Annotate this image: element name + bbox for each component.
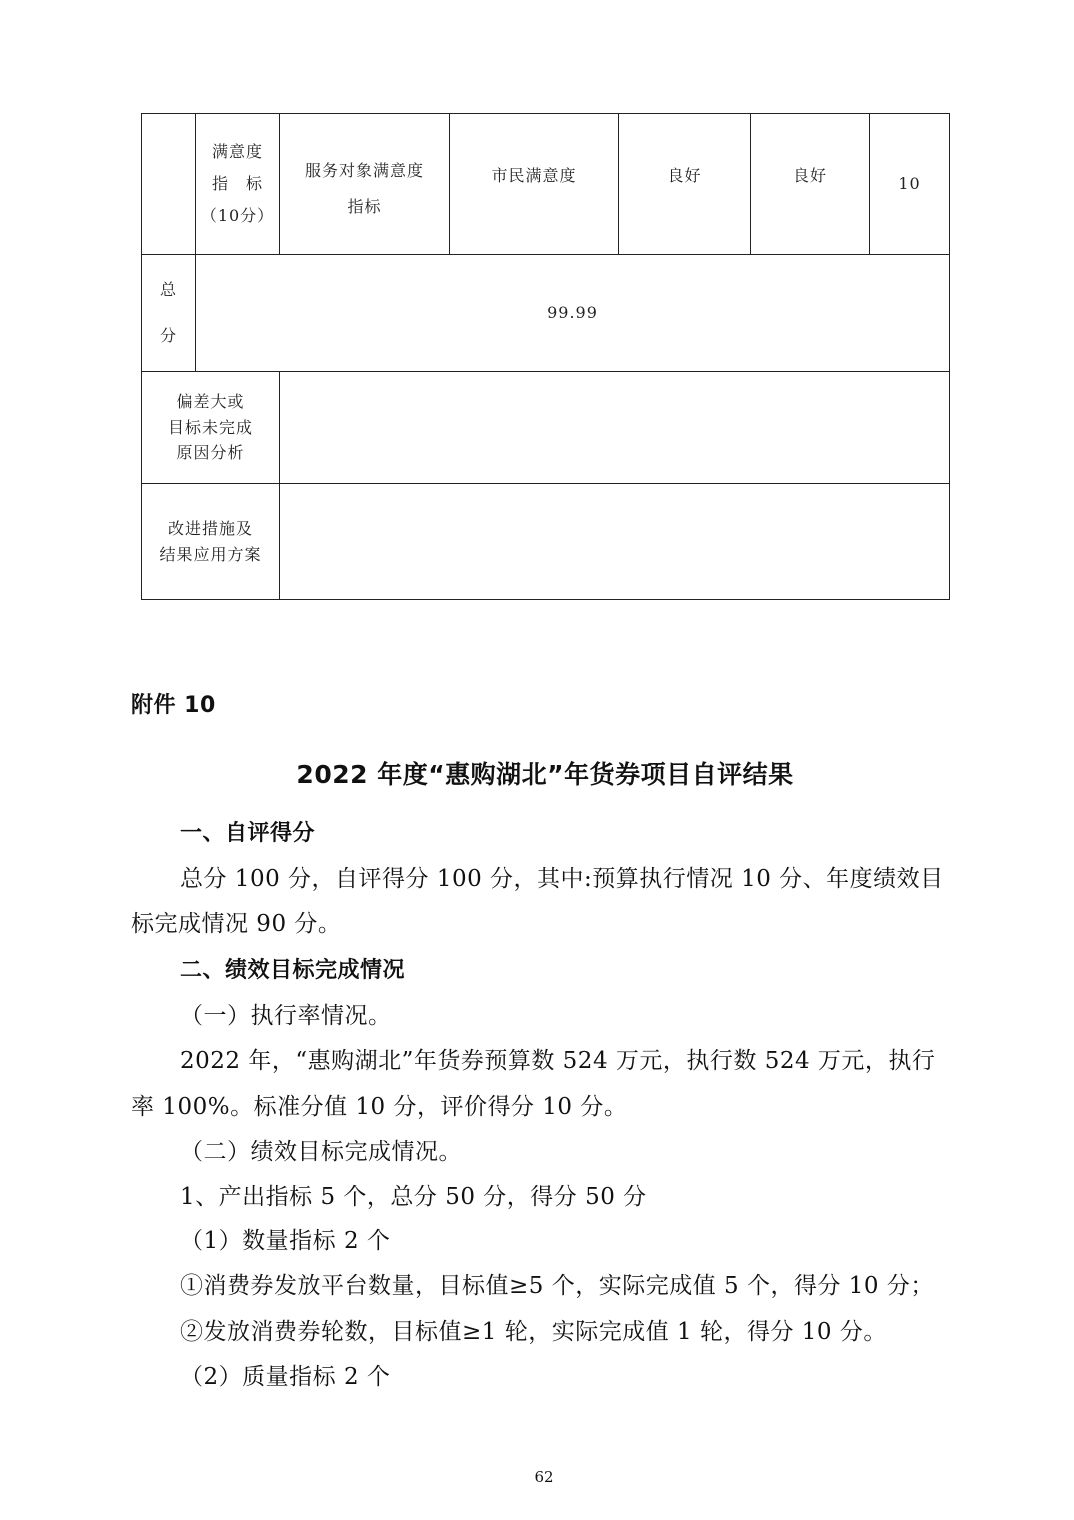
document-title: 2022 年度“惠购湖北”年货券项目自评结果 [296, 760, 794, 789]
sub-indicator-cell [280, 114, 450, 255]
deviation-label-line: 偏差大或 [176, 392, 245, 412]
target-cell [619, 114, 751, 255]
paragraph-line: 2022 年，“惠购湖北”年货券预算数 524 万元，执行数 524 万元，执行 [180, 1048, 936, 1074]
improvement-label-line: 改进措施及 [167, 518, 253, 538]
attachment-label: 附件 10 [131, 693, 216, 718]
indicator-line: （10分） [200, 206, 275, 225]
subsection-heading: （一）执行率情况。 [180, 1003, 392, 1029]
improvement-value-cell [280, 484, 950, 600]
total-label-line: 总 [159, 279, 177, 299]
evaluation-table [141, 113, 950, 600]
improvement-label-line: 结果应用方案 [159, 544, 262, 564]
indicator-line: 满意度 [211, 142, 263, 161]
total-label-line: 分 [159, 326, 177, 345]
score-text: 10 [898, 174, 921, 194]
paragraph-line: 率 100%。标准分值 10 分，评价得分 10 分。 [131, 1094, 628, 1120]
total-row [142, 255, 950, 372]
total-value: 99.99 [547, 303, 598, 323]
total-label-cell [142, 255, 196, 372]
deviation-label-cell [142, 372, 280, 484]
section-heading: 二、绩效目标完成情况 [180, 958, 406, 983]
deviation-row [142, 372, 950, 484]
page-number: 62 [534, 1468, 554, 1486]
list-heading: （2）质量指标 2 个 [180, 1364, 391, 1390]
list-item: ①消费券发放平台数量，目标值≥5 个，实际完成值 5 个，得分 10 分； [180, 1273, 934, 1299]
deviation-value-cell [280, 372, 950, 484]
empty-category-cell [142, 114, 196, 255]
deviation-label-line: 原因分析 [176, 443, 245, 463]
satisfaction-row [142, 114, 950, 255]
section-heading: 一、自评得分 [180, 821, 316, 846]
paragraph-line: 标完成情况 90 分。 [131, 911, 342, 937]
list-heading: （1）数量指标 2 个 [180, 1228, 391, 1254]
paragraph-line: 总分 100 分，自评得分 100 分，其中:预算执行情况 10 分、年度绩效目 [180, 866, 944, 892]
indicator-cell [196, 114, 280, 255]
improvement-row [142, 484, 950, 600]
subsection-heading: （二）绩效目标完成情况。 [180, 1139, 462, 1165]
score-cell [870, 114, 950, 255]
sub-indicator-line: 服务对象满意度 [304, 161, 424, 180]
improvement-label-cell [142, 484, 280, 600]
total-value-cell [196, 255, 950, 372]
target-text: 良好 [667, 166, 702, 186]
actual-cell [751, 114, 870, 255]
content-text: 市民满意度 [491, 166, 577, 186]
deviation-label-line: 目标未完成 [167, 417, 253, 437]
actual-text: 良好 [792, 166, 827, 186]
indicator-line: 指 标 [211, 174, 263, 193]
list-item: ②发放消费券轮数，目标值≥1 轮，实际完成值 1 轮，得分 10 分。 [180, 1319, 887, 1345]
content-cell [450, 114, 619, 255]
paragraph-line: 1、产出指标 5 个，总分 50 分，得分 50 分 [180, 1184, 647, 1210]
sub-indicator-line: 指标 [347, 197, 382, 217]
